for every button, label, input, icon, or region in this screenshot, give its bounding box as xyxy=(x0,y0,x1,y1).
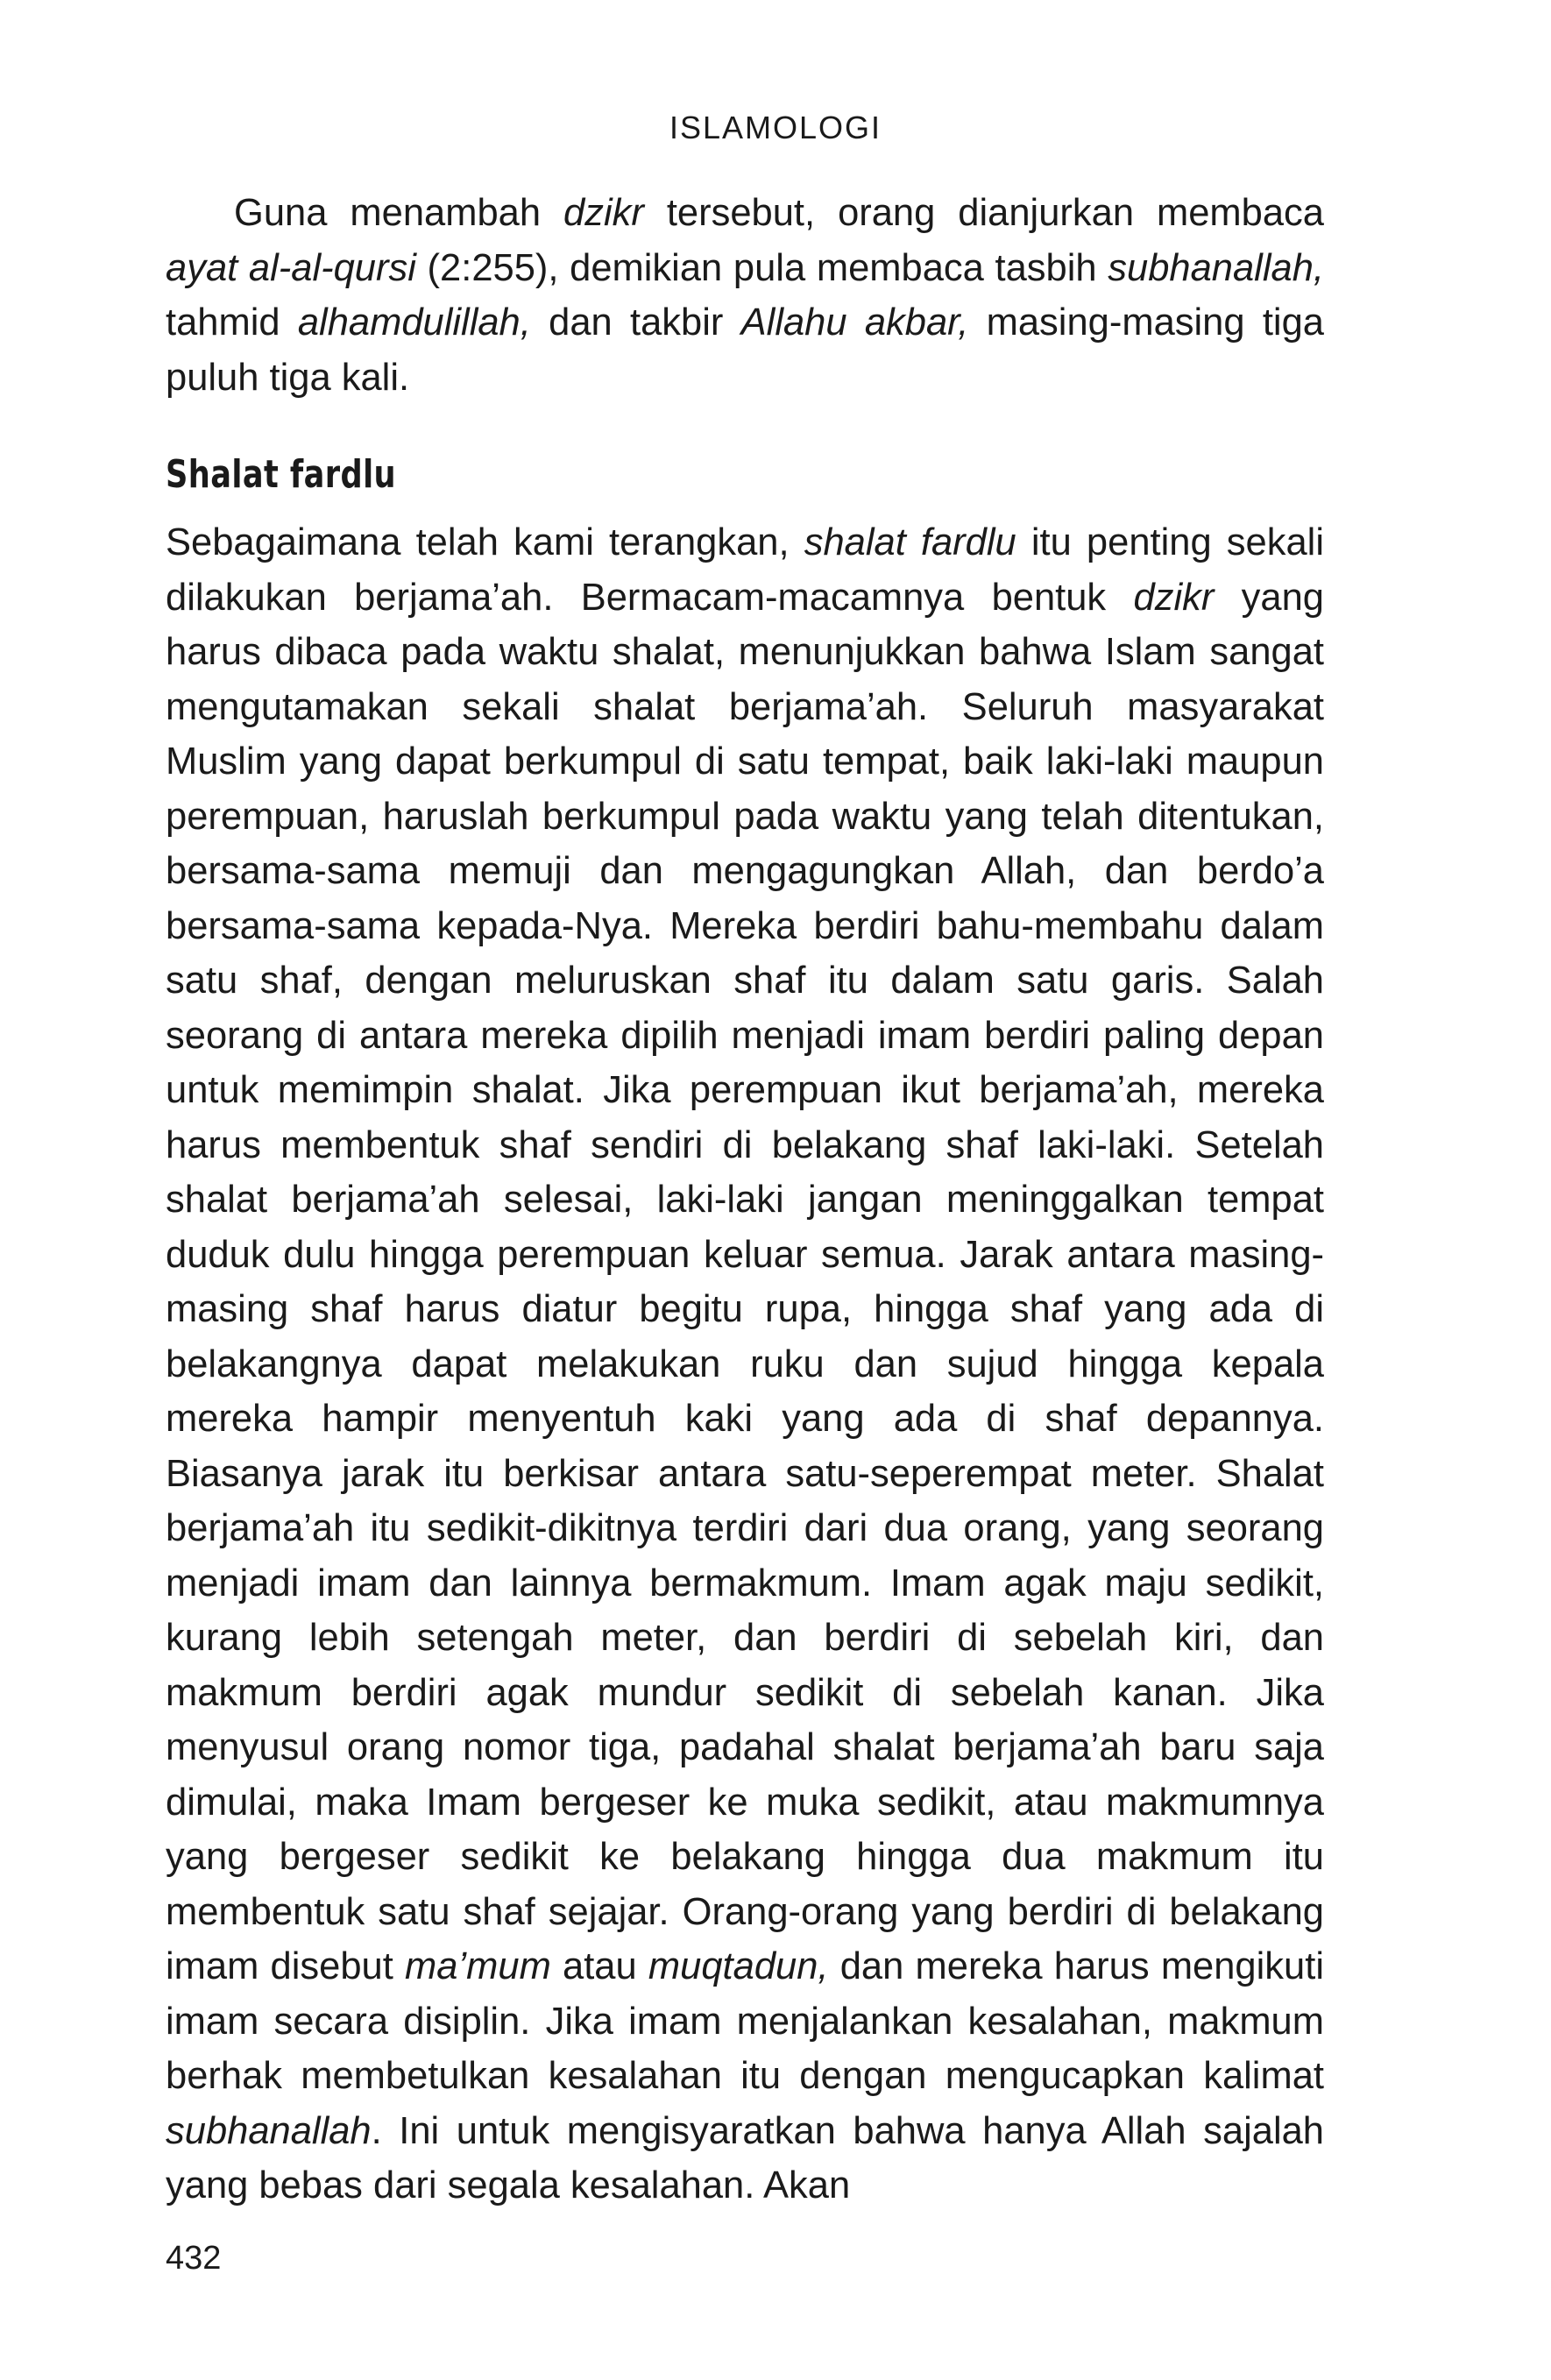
section-heading: Shalat fardlu xyxy=(166,452,397,497)
section-paragraph-text: Sebagaimana telah kami terangkan, shalat fardlu itu penting sekali dilakukan berjama’ah. Bermacam-macamnya bentuk dzikr yang harus dibaca pada waktu shalat, menunjukkan bahwa Islam sangat mengutamakan sekali shalat berjama’ah. Seluruh masyarakat Muslim yang dapat berkumpul di satu tempat, baik laki-laki maupun perempuan, haruslah berkumpul pada waktu yang telah ditentukan, bersama-sama memuji dan mengagungkan Allah, dan berdo’a bersama-sama kepada-Nya. Mereka berdiri bahu-​membahu dalam satu shaf, dengan meluruskan shaf itu dalam satu garis. Salah seorang di antara mereka dipilih menjadi imam berdiri paling depan untuk memimpin shalat. Jika perempuan ikut berjama’ah, mereka harus membentuk shaf sendiri di belakang shaf laki-laki. Setelah shalat berjama’ah selesai, laki-laki jangan meninggalkan tempat duduk dulu hingga perempuan keluar semua. Jarak antara masing-masing shaf harus diatur begitu rupa, hingga shaf yang ada di belakangnya dapat melakukan ruku dan sujud hingga kepala mereka hampir menyentuh kaki yang ada di shaf depannya. Biasanya jarak itu berkisar antara satu-seperempat meter. Shalat berjama’ah itu sedikit-dikitnya terdiri dari dua orang, yang seorang menjadi imam dan lainnya bermakmum. Imam agak maju sedikit, kurang lebih setengah meter, dan berdiri di sebelah kiri, dan makmum berdiri agak mundur sedikit di sebelah kanan. Jika menyusul orang nomor tiga, padahal shalat berjama’ah baru saja dimulai, maka Imam bergeser ke muka sedikit, atau makmumnya yang bergeser sedikit ke belakang hingga dua makmum itu membentuk satu shaf sejajar. Orang-orang yang berdiri di belakang imam disebut ma’mum atau muqtadun, dan mereka harus mengikuti imam secara disiplin. Jika imam menjalankan kesalahan, makmum berhak membetulkan kesalahan itu dengan mengucapkan kalimat subhanallah. Ini untuk mengisyaratkan bahwa hanya Allah sajalah yang bebas dari segala kesalahan. Akan xyxy=(166,521,1324,2206)
section-paragraph xyxy=(166,515,1324,2214)
page-number: 432 xyxy=(166,2240,222,2277)
intro-paragraph xyxy=(166,186,1324,405)
intro-paragraph-text: Guna menambah dzikr tersebut, orang dianjurkan membaca ayat al-al-qursi (2:255), demikian pula membaca tasbih subhanallah, tahmid alhamdulillah, dan takbir Allahu akbar, masing-masing tiga puluh tiga kali. xyxy=(166,192,1324,399)
running-header: ISLAMOLOGI xyxy=(669,110,882,145)
